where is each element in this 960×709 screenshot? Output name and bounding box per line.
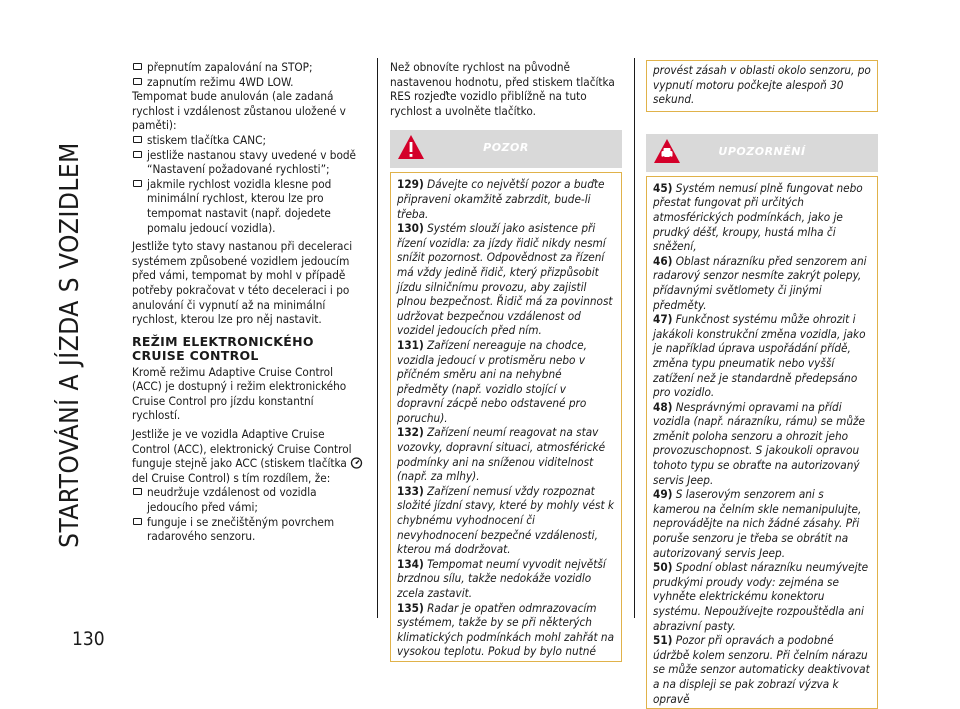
item-text: Spodní oblast nárazníku neumývejte prudkými proudy vody: zejména se vyhněte elektrickému konektoru systému. Nepoužívejte rozpouštědla ani abrazivní pasty. (653, 560, 869, 633)
item-number: 50) (653, 560, 673, 575)
item-number: 129) (397, 177, 424, 192)
list-item: přepnutím zapalování na STOP; (132, 60, 364, 75)
paragraph: Tempomat bude anulován (ale zadaná rychlost i vzdálenost zůstanou uložené v paměti): (132, 89, 346, 133)
item-number: 49) (653, 487, 673, 502)
list-item (653, 560, 871, 633)
paragraph-part: Jestliže je ve vozidla Adaptive Cruise Control (ACC), elektronický Cruise Control funguje stejně jako ACC (stiskem tlačítka (132, 427, 352, 471)
warning-box-title: POZOR (483, 141, 529, 155)
column-divider (377, 58, 378, 618)
list-item (397, 557, 615, 601)
list-item: funguje i se znečištěným povrchem radarového senzoru. (132, 515, 364, 544)
paragraph: Jestliže tyto stavy nastanou při deceleraci systémem způsobené vozidlem jedoucím před vámi, tempomat by mohl v případě potřeby pokračovat v této deceleraci i po anulování či vypnutí až na minimální rychlost, kterou lze pro něj nastavit. (132, 239, 353, 327)
list-item (653, 312, 871, 400)
list-item (397, 177, 615, 221)
notice-box-title: UPOZORNĚNÍ (718, 144, 806, 158)
item-number: 51) (653, 633, 673, 648)
item-number: 47) (653, 312, 673, 327)
item-text: S laserovým senzorem ani s kamerou na čelním skle nemanipulujte, neprovádějte na nich žádné zásahy. Při poruše senzoru je třeba se obrátit na autorizovaný servis Jeep. (653, 487, 862, 560)
item-number: 133) (397, 483, 424, 498)
item-number: 46) (653, 253, 673, 268)
list-item: jestliže nastanou stavy uvedené v bodě “Nastavení požadované rychlosti”; (132, 148, 364, 177)
list-item: jakmile rychlost vozidla klesne pod minimální rychlost, kterou lze pro tempomat nastavit (např. dojedete pomalu jedoucí vozidla). (132, 177, 364, 235)
item-number: 132) (397, 425, 424, 440)
warning-box-header (390, 130, 622, 168)
list-item (397, 338, 615, 426)
list-item (653, 487, 871, 560)
item-number: 45) (653, 180, 673, 195)
item-number: 48) (653, 399, 673, 414)
cruise-control-icon (350, 456, 363, 469)
list-item: neudržuje vzdálenost od vozidla jedoucího před vámi; (132, 485, 364, 514)
item-number: 134) (397, 556, 424, 571)
notice-box (646, 176, 878, 709)
list-item (397, 484, 615, 557)
column-2 (390, 60, 622, 662)
item-number: 135) (397, 600, 424, 615)
column-1 (132, 60, 364, 544)
item-text: Oblast nárazníku před senzorem ani radarový senzor nesmíte zakrýt polepy, přídavnými světlomety či jinými předměty. (653, 253, 867, 312)
list-item (397, 601, 615, 659)
item-text: Tempomat neumí vyvodit největší brzdnou sílu, takže nedokáže vozidlo zcela zastavit. (397, 556, 606, 600)
section-heading: REŽIM ELEKTRONICKÉHO CRUISE CONTROL (132, 333, 314, 363)
chapter-title: STARTOVÁNÍ A JÍZDA S VOZIDLEM (55, 142, 85, 548)
list-item (397, 425, 615, 483)
column-3 (646, 60, 878, 709)
warning-box-continuation: provést zásah v oblasti okolo senzoru, po vypnutí motoru počkejte alespoň 30 sekund. (646, 60, 878, 112)
list-item: stiskem tlačítka CANC; (132, 133, 364, 148)
item-text: Zařízení nemusí vždy rozpoznat složité jízdní stavy, které by mohly vést k chybnému vyhodnocení či nevyhodnocení bezpečné vzdálenosti, kterou má dodržovat. (397, 483, 615, 557)
list-item (653, 254, 871, 312)
item-text: Funkčnost systému může ohrozit i jakákoli konstrukční změna vozidla, jako je například úprava uspořádání přídě, změna typu pneumatik nebo vyšší zatížení než je standardně předepsáno pro vozidlo. (653, 312, 866, 400)
warning-box (390, 172, 622, 662)
item-text: Zařízení nereaguje na chodce, vozidla jedoucí v protisměru nebo v příčném směru ani na nehybné předměty (např. vozidlo stojící v dopravní zácpě nebo odstavené pro poruchu). (397, 337, 587, 425)
item-text: Systém slouží jako asistence při řízení vozidla: za jízdy řidič nikdy nesmí snížit pozornost. Odpovědnost za řízení má vždy jedině řidič, který přizpůsobit jízdu silničnímu provozu, aby zajistil plnou bezpečnost. Řidič má za povinnost udržovat bezpečnou vzdálenost od vozidel jedoucích před ním. (397, 221, 613, 338)
list-item (653, 181, 871, 254)
item-text: Radar je opatřen odmrazovacím systémem, takže by se při některých klimatických podmínkách mohl zahřát na vysokou teplotu. Pokud by bylo nutné (397, 600, 615, 659)
paragraph: Kromě režimu Adaptive Cruise Control (ACC) je dostupný i režim elektronického Cruise Control pro jízdu konstantní rychlostí. (132, 364, 347, 423)
list-item (653, 633, 871, 706)
item-text: Pozor při opravách a podobné údržbě kolem senzoru. Při čelním nárazu se může senzor automaticky deaktivovat a na displeji se pak zobrazí výzva k opravě (653, 633, 870, 706)
paragraph: Než obnovíte rychlost na původně nastavenou hodnotu, před stiskem tlačítka RES rozjeďte vozidlo přiblížně na tuto rychlost a uvolněte tlačítko. (390, 60, 615, 118)
page-number: 130 (72, 628, 105, 650)
item-text: Systém nemusí plně fungovat nebo přestat fungovat při určitých atmosférických podmínkách, jako je prudký déšť, kroupy, hustá mlha či sněžení, (653, 180, 863, 254)
item-text: Dávejte co největší pozor a buďte připraveni okamžitě zabrzdit, bude-li třeba. (397, 177, 605, 221)
item-number: 131) (397, 337, 424, 352)
item-text: Nesprávnými opravami na přídi vozidla (např. nárazníku, rámu) se může změnit poloha senzoru a ohrozit jeho provozuschopnost. S jakoukoli opravou tohoto typu se obraťte na autorizovaný servis Jeep. (653, 399, 865, 487)
list-item: zapnutím režimu 4WD LOW. (132, 75, 364, 90)
item-number: 130) (397, 221, 424, 236)
item-text: Zařízení neumí reagovat na stav vozovky, dopravní situaci, atmosférické podmínky ani na sníženou viditelnost (např. za mlhy). (397, 425, 606, 484)
notice-box-header (646, 134, 878, 172)
paragraph (132, 427, 364, 485)
column-divider (634, 58, 635, 618)
list-item (397, 221, 615, 338)
paragraph-part: del Cruise Control) s tím rozdílem, že: (132, 470, 331, 485)
list-item (653, 400, 871, 488)
